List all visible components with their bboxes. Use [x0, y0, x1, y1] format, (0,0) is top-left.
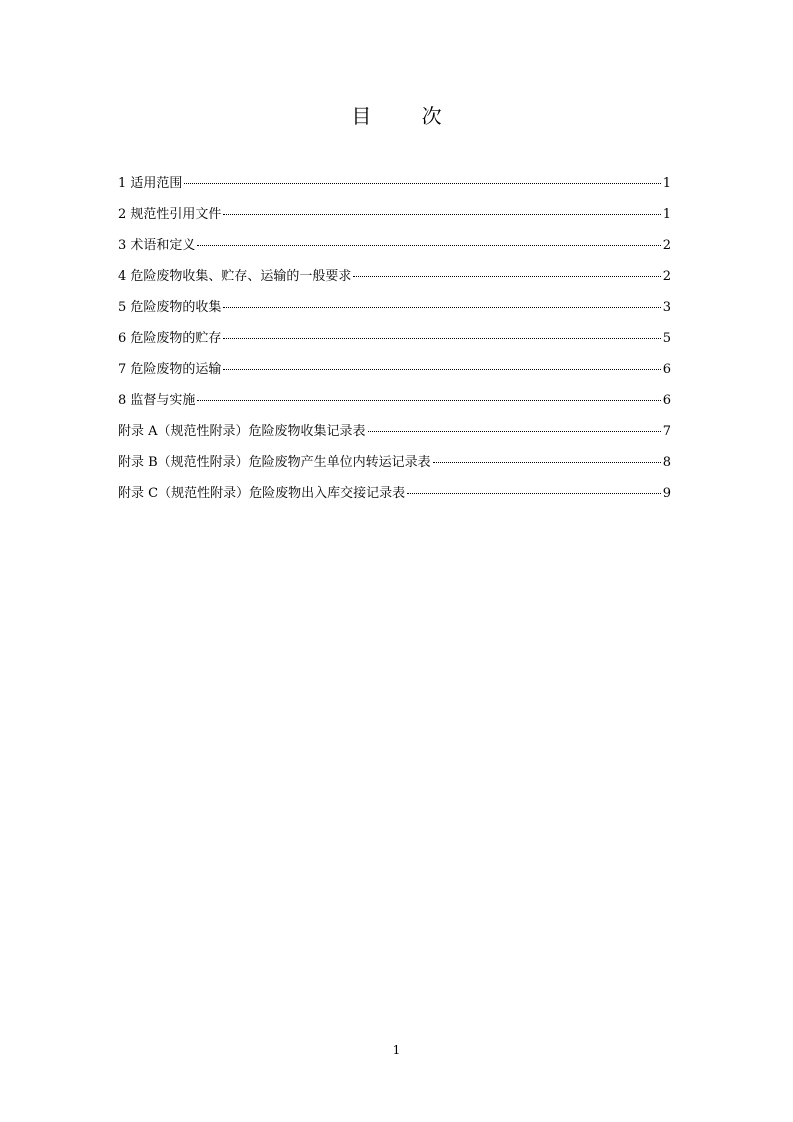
toc-entry-appendix-a[interactable]	[118, 420, 671, 451]
toc-entry-page: 6	[662, 393, 671, 408]
toc-entry-label: 附录 A（规范性附录）危险废物收集记录表	[118, 424, 366, 439]
toc-entry-page: 2	[662, 238, 671, 253]
toc-entry-general-requirements[interactable]	[118, 265, 671, 296]
toc-entry-page: 1	[662, 176, 671, 191]
dot-leader	[184, 183, 660, 184]
toc-entry-label: 4 危险废物收集、贮存、运输的一般要求	[118, 269, 352, 284]
toc-entry-scope[interactable]	[118, 172, 671, 203]
toc-entry-supervision[interactable]	[118, 389, 671, 420]
toc-entry-collection[interactable]	[118, 296, 671, 327]
toc-entry-label: 8 监督与实施	[118, 393, 196, 408]
dot-leader	[197, 245, 660, 246]
dot-leader	[197, 400, 660, 401]
dot-leader	[353, 276, 660, 277]
page-number: 1	[392, 1043, 401, 1057]
toc-entry-label: 附录 C（规范性附录）危险废物出入库交接记录表	[118, 486, 406, 501]
toc-entry-storage[interactable]	[118, 327, 671, 358]
dot-leader	[223, 214, 660, 215]
toc-entry-label: 6 危险废物的贮存	[118, 331, 222, 346]
dot-leader	[223, 307, 660, 308]
toc-entry-label: 1 适用范围	[118, 176, 183, 191]
toc-entry-page: 8	[662, 455, 671, 470]
toc-entry-terms-definitions[interactable]	[118, 234, 671, 265]
toc-entry-label: 2 规范性引用文件	[118, 207, 222, 222]
toc-entry-page: 9	[662, 486, 671, 501]
dot-leader	[368, 431, 661, 432]
toc-entry-label: 附录 B（规范性附录）危险废物产生单位内转运记录表	[118, 455, 431, 470]
dot-leader	[223, 369, 660, 370]
toc-entry-page: 1	[662, 207, 671, 222]
toc-entry-page: 3	[662, 300, 671, 315]
toc-entry-page: 2	[662, 269, 671, 284]
toc-entry-label: 5 危险废物的收集	[118, 300, 222, 315]
dot-leader	[407, 493, 661, 494]
toc-entry-page: 5	[662, 331, 671, 346]
toc-entry-page: 6	[662, 362, 671, 377]
toc-entry-label: 3 术语和定义	[118, 238, 196, 253]
toc-entry-label: 7 危险废物的运输	[118, 362, 222, 377]
table-of-contents	[118, 172, 671, 513]
toc-entry-appendix-c[interactable]	[118, 482, 671, 513]
toc-entry-appendix-b[interactable]	[118, 451, 671, 482]
dot-leader	[433, 462, 661, 463]
toc-entry-transport[interactable]	[118, 358, 671, 389]
dot-leader	[223, 338, 660, 339]
toc-entry-page: 7	[662, 424, 671, 439]
toc-title: 目 次	[351, 104, 464, 128]
toc-entry-normative-references[interactable]	[118, 203, 671, 234]
